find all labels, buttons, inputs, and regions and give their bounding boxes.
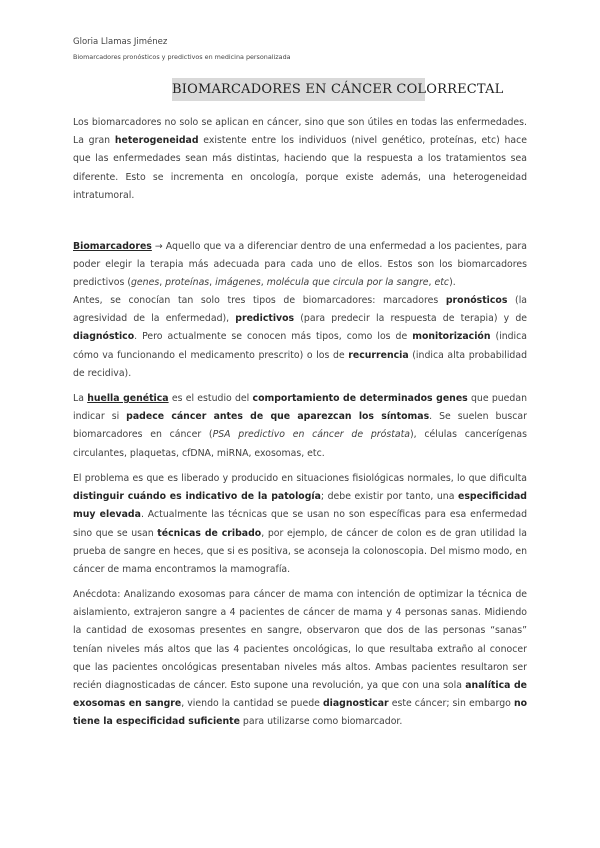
bold-term: analítica de exosomas en sangre: [73, 680, 527, 710]
bold-term: pronósticos: [445, 295, 508, 306]
text-span: que puedan indicar si: [73, 393, 527, 423]
italic-term: genes: [130, 277, 160, 289]
page-title: BIOMARCADORES EN CÁNCER COLORRECTAL: [172, 82, 504, 97]
text-span: . Pero actualmente se conocen más tipos, como los de: [134, 331, 413, 343]
text-span: ,: [428, 277, 435, 289]
text-span: , viendo la cantidad se puede: [181, 698, 323, 710]
header-subject: Biomarcadores pronósticos y predictivos en medicina personalizada: [73, 53, 291, 61]
text-span: Anécdota: Analizando exosomas para cáncer de mama con intención de optimizar la técnica de aislamiento, extrajeron sangre a 4 pacientes de cáncer de mama y 4 personas sanas. Midiendo la cantidad de exosomas presentes en sangre, observaron que dos de las personas “sanas” tenían niveles más altos que las 4 pacientes oncológicas, lo que resultaba extraño al conocer que las pacientes oncológicas presentaban niveles más altos. Ambas pacientes resultaron ser recién diagnosticadas de cáncer. Esto supone una revolución, ya que con una sola: [73, 589, 527, 692]
paragraph-huella: [73, 390, 527, 463]
text-span: ,: [159, 277, 166, 289]
header-author: Gloria Llamas Jiménez: [73, 37, 168, 47]
text-span: (para predecir la respuesta de terapia) y de: [294, 313, 527, 325]
bold-term: recurrencia: [348, 349, 409, 361]
title-banner: [172, 78, 504, 101]
paragraph-biomarcadores: [73, 238, 527, 293]
italic-term: etc: [434, 277, 450, 289]
text-span: ,: [260, 277, 267, 289]
bold-term: técnicas de cribado: [157, 527, 262, 539]
bold-term: predictivos: [235, 313, 295, 325]
text-span: → Aquello que va a diferenciar dentro de una enfermedad a los pacientes, para poder elegir la terapia más adecuada para cada uno de ellos. Estos son los biomarcadores predictivos (: [73, 241, 527, 289]
bold-term: diagnóstico: [73, 331, 135, 343]
italic-term: PSA predictivo en cáncer de próstata: [212, 429, 410, 441]
bold-term: comportamiento de determinados genes: [252, 393, 468, 404]
underlined-term: Biomarcadores: [73, 241, 152, 252]
text-span: ,: [209, 277, 216, 289]
bold-term: especificidad muy elevada: [73, 491, 527, 521]
text-span: El problema es que es liberado y producido en situaciones fisiológicas normales, lo que dificulta: [73, 473, 527, 484]
bold-term: no tiene la especificidad suficiente: [73, 698, 528, 728]
text-span: . Actualmente las técnicas que se usan no son específicas para esa enfermedad sino que se usan: [73, 509, 527, 539]
text-span: . Se suelen buscar biomarcadores en cáncer (: [73, 411, 527, 441]
text-span: , por ejemplo, de cáncer de colon es de gran utilidad la prueba de sangre en heces, que si es positiva, se aconseja la colonoscopia. Del mismo modo, en cáncer de mama encontramos la mamografía.: [73, 527, 528, 576]
bold-term: heterogeneidad: [114, 135, 199, 147]
paragraph-tipos: [73, 292, 527, 383]
italic-term: imágenes: [215, 277, 261, 289]
text-span: (la agresividad de la enfermedad),: [73, 295, 528, 325]
text-span: ).: [449, 277, 456, 289]
paragraph-anecdota: [73, 586, 527, 732]
italic-term: proteínas: [165, 277, 210, 289]
text-span: Los biomarcadores no solo se aplican en cáncer, sino que son útiles en todas las enfermedades. La gran: [73, 117, 527, 147]
paragraph-problema: [73, 470, 527, 579]
text-span: La: [73, 393, 88, 404]
text-span: para utilizarse como biomarcador.: [239, 716, 403, 728]
text-span: Antes, se conocían tan solo tres tipos de biomarcadores: marcadores: [73, 295, 446, 306]
text-span: (indica alta probabilidad de recidiva).: [73, 349, 527, 379]
underlined-term: huella genética: [87, 393, 169, 404]
bold-term: padece cáncer antes de que aparezcan los síntomas: [126, 411, 430, 423]
italic-term: molécula que circula por la sangre: [266, 277, 429, 289]
paragraph-intro: [73, 114, 527, 205]
text-span: (indica cómo va funcionando el medicamento prescrito) o los de: [73, 331, 528, 361]
bold-term: distinguir cuándo es indicativo de la patología: [73, 491, 321, 503]
bold-term: monitorización: [412, 331, 491, 343]
text-span: es el estudio del: [168, 393, 253, 404]
bold-term: diagnosticar: [322, 698, 389, 710]
text-span: este cáncer; sin embargo: [388, 698, 514, 710]
text-span: ; debe existir por tanto, una: [320, 491, 458, 503]
text-span: existente entre los individuos (nivel genético, proteínas, etc) hace que las enfermedades sean más distintas, haciendo que la respuesta a los tratamientos sea diferente. Esto se incrementa en oncología, porque existe además, una heterogeneidad intratumoral.: [73, 135, 527, 201]
text-span: ), células cancerígenas circulantes, plaquetas, cfDNA, miRNA, exosomas, etc.: [73, 429, 528, 459]
